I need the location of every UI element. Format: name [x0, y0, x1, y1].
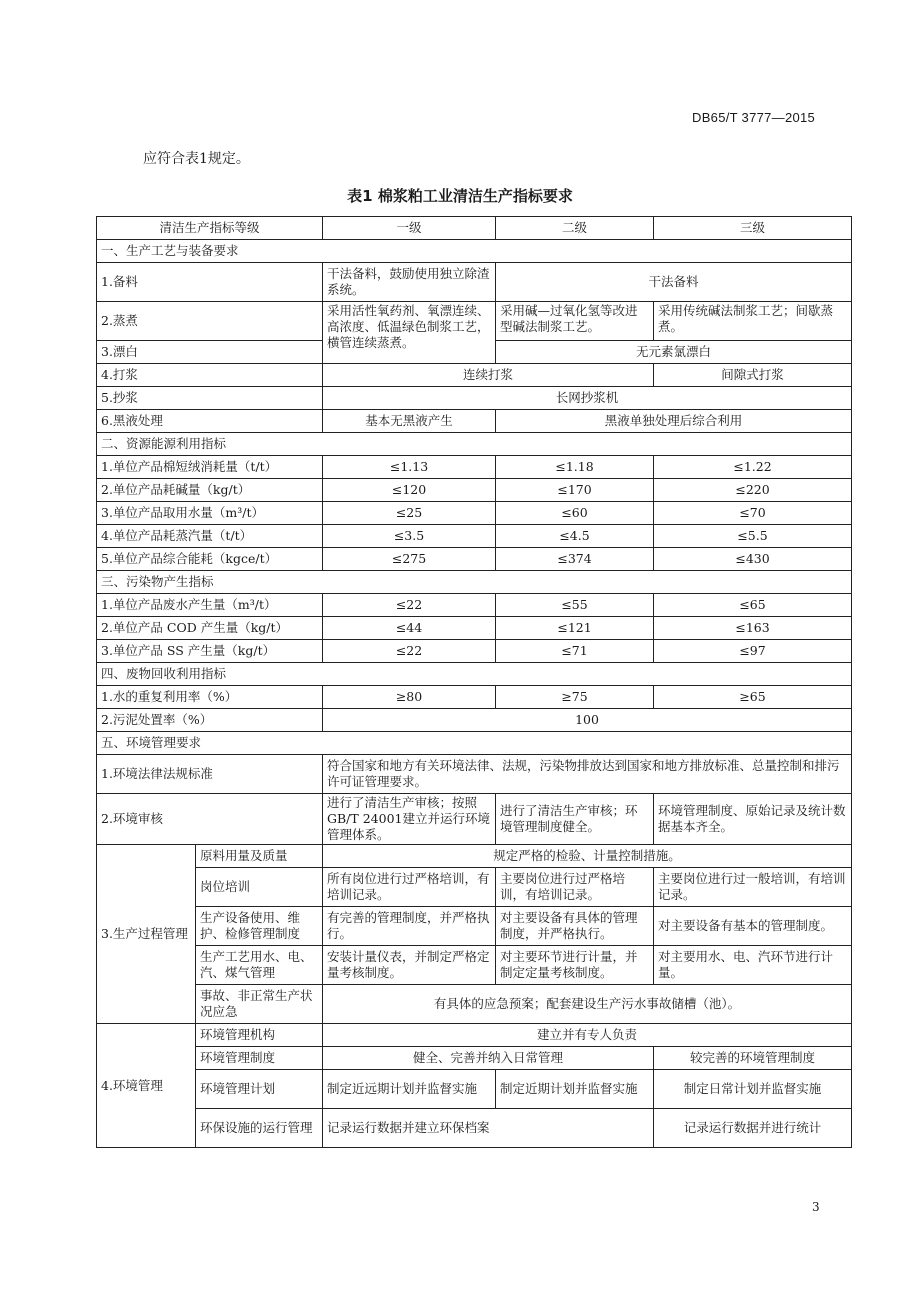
sub-label: 环境管理制度: [196, 1047, 323, 1070]
cell-level23: 无元素氯漂白: [496, 341, 852, 364]
header-indicator: 清洁生产指标等级: [97, 217, 323, 240]
row-label: 1.单位产品棉短绒消耗量（t/t）: [97, 456, 323, 479]
cell-level3: 间隙式打浆: [654, 364, 852, 387]
cell-level1: 基本无黑液产生: [323, 410, 496, 433]
cell-level2: ≤1.18: [496, 456, 654, 479]
cell-level12: 记录运行数据并建立环保档案: [323, 1109, 654, 1148]
cell-all-levels: 100: [323, 709, 852, 732]
cell-level2: ≤121: [496, 617, 654, 640]
cell-level3: 较完善的环境管理制度: [654, 1047, 852, 1070]
group-label: 4.环境管理: [97, 1024, 196, 1148]
cell-level1: ≤1.13: [323, 456, 496, 479]
cell-level3: ≤430: [654, 548, 852, 571]
row-label: 4.单位产品耗蒸汽量（t/t）: [97, 525, 323, 548]
row-label: 2.蒸煮: [97, 302, 323, 341]
section-heading: 四、废物回收利用指标: [97, 663, 852, 686]
row-label: 6.黑液处理: [97, 410, 323, 433]
cell-level3: 环境管理制度、原始记录及统计数据基本齐全。: [654, 794, 852, 845]
sub-label: 环境管理计划: [196, 1070, 323, 1109]
cell-level3: ≥65: [654, 686, 852, 709]
row-label: 4.打浆: [97, 364, 323, 387]
group-label: 3.生产过程管理: [97, 845, 196, 1024]
cell-level1: 进行了清洁生产审核；按照GB/T 24001建立并运行环境管理体系。: [323, 794, 496, 845]
row-label: 2.单位产品 COD 产生量（kg/t）: [97, 617, 323, 640]
cell-level2: ≥75: [496, 686, 654, 709]
row-label: 2.污泥处置率（%）: [97, 709, 323, 732]
cell-level1: ≤3.5: [323, 525, 496, 548]
cell-level2: ≤60: [496, 502, 654, 525]
cell-level1: ≥80: [323, 686, 496, 709]
cell-level3: 采用传统碱法制浆工艺；间歇蒸煮。: [654, 302, 852, 341]
cell-level3: ≤65: [654, 594, 852, 617]
cell-level2: ≤55: [496, 594, 654, 617]
cell-level2: 采用碱—过氧化氢等改进型碱法制浆工艺。: [496, 302, 654, 341]
cell-level12: 健全、完善并纳入日常管理: [323, 1047, 654, 1070]
sub-label: 生产设备使用、维护、检修管理制度: [196, 907, 323, 946]
cell-level2: ≤4.5: [496, 525, 654, 548]
cell-level3: ≤1.22: [654, 456, 852, 479]
header-row: [97, 217, 852, 240]
cell-level3: 主要岗位进行过一般培训，有培训记录。: [654, 868, 852, 907]
cell-level1: 采用活性氧药剂、氧漂连续、高浓度、低温绿色制浆工艺，横管连续蒸煮。: [323, 302, 496, 364]
cell-level1: 所有岗位进行过严格培训，有培训记录。: [323, 868, 496, 907]
cell-level3: ≤70: [654, 502, 852, 525]
cell-level2: ≤71: [496, 640, 654, 663]
sub-label: 原料用量及质量: [196, 845, 323, 868]
cell-level2: 对主要环节进行计量，并制定定量考核制度。: [496, 946, 654, 985]
cell-level1: ≤275: [323, 548, 496, 571]
header-level3: 三级: [654, 217, 852, 240]
cell-level23: 黑液单独处理后综合利用: [496, 410, 852, 433]
row-label: 5.抄浆: [97, 387, 323, 410]
row-label: 2.单位产品耗碱量（kg/t）: [97, 479, 323, 502]
cell-all-levels: 长网抄浆机: [323, 387, 852, 410]
cell-all-levels: 有具体的应急预案；配套建设生产污水事故储槽（池）。: [323, 985, 852, 1024]
cell-level23: 干法备料: [496, 263, 852, 302]
header-level1: 一级: [323, 217, 496, 240]
cell-level2: 进行了清洁生产审核；环境管理制度健全。: [496, 794, 654, 845]
row-label: 1.环境法律法规标准: [97, 755, 323, 794]
page-number: 3: [812, 1200, 820, 1214]
cell-level12: 连续打浆: [323, 364, 654, 387]
standard-code: DB65/T 3777—2015: [692, 110, 816, 125]
cell-level3: ≤5.5: [654, 525, 852, 548]
sub-label: 环保设施的运行管理: [196, 1109, 323, 1148]
cell-level1: 安装计量仪表，并制定严格定量考核制度。: [323, 946, 496, 985]
row-label: 1.水的重复利用率（%）: [97, 686, 323, 709]
header-level2: 二级: [496, 217, 654, 240]
sub-label: 环境管理机构: [196, 1024, 323, 1047]
row-label: 3.单位产品 SS 产生量（kg/t）: [97, 640, 323, 663]
cell-level3: ≤220: [654, 479, 852, 502]
cell-level3: 对主要用水、电、汽环节进行计量。: [654, 946, 852, 985]
sub-label: 生产工艺用水、电、汽、煤气管理: [196, 946, 323, 985]
cell-level1: 有完善的管理制度，并严格执行。: [323, 907, 496, 946]
cell-all-levels: 建立并有专人负责: [323, 1024, 852, 1047]
table-title: 表1 棉浆粕工业清洁生产指标要求: [347, 187, 573, 205]
cell-level3: 对主要设备有基本的管理制度。: [654, 907, 852, 946]
row-label: 5.单位产品综合能耗（kgce/t）: [97, 548, 323, 571]
row-label: 3.单位产品取用水量（m³/t）: [97, 502, 323, 525]
cell-level2: 对主要设备有具体的管理制度，并严格执行。: [496, 907, 654, 946]
cell-level1: ≤22: [323, 640, 496, 663]
sub-label: 事故、非正常生产状况应急: [196, 985, 323, 1024]
section-heading: 三、污染物产生指标: [97, 571, 852, 594]
row-label: 1.单位产品废水产生量（m³/t）: [97, 594, 323, 617]
cell-level2: ≤170: [496, 479, 654, 502]
cell-level3: 记录运行数据并进行统计: [654, 1109, 852, 1148]
intro-text: 应符合表1规定。: [143, 151, 250, 167]
cell-level1: ≤25: [323, 502, 496, 525]
cell-level2: 制定近期计划并监督实施: [496, 1070, 654, 1109]
cell-level1: 干法备料，鼓励使用独立除渣系统。: [323, 263, 496, 302]
cell-level1: ≤22: [323, 594, 496, 617]
row-label: 2.环境审核: [97, 794, 323, 845]
cell-level1: ≤44: [323, 617, 496, 640]
indicator-table: [96, 216, 852, 1148]
cell-level3: ≤163: [654, 617, 852, 640]
cell-level2: 主要岗位进行过严格培训，有培训记录。: [496, 868, 654, 907]
section-heading: 一、生产工艺与装备要求: [97, 240, 852, 263]
cell-level3: ≤97: [654, 640, 852, 663]
cell-level1: ≤120: [323, 479, 496, 502]
cell-all-levels: 规定严格的检验、计量控制措施。: [323, 845, 852, 868]
section-heading: 五、环境管理要求: [97, 732, 852, 755]
cell-level2: ≤374: [496, 548, 654, 571]
row-label: 1.备料: [97, 263, 323, 302]
cell-all-levels: 符合国家和地方有关环境法律、法规，污染物排放达到国家和地方排放标准、总量控制和排污许可证管理要求。: [323, 755, 852, 794]
section-heading: 二、资源能源利用指标: [97, 433, 852, 456]
cell-level3: 制定日常计划并监督实施: [654, 1070, 852, 1109]
sub-label: 岗位培训: [196, 868, 323, 907]
cell-level1: 制定近远期计划并监督实施: [323, 1070, 496, 1109]
row-label: 3.漂白: [97, 341, 323, 364]
